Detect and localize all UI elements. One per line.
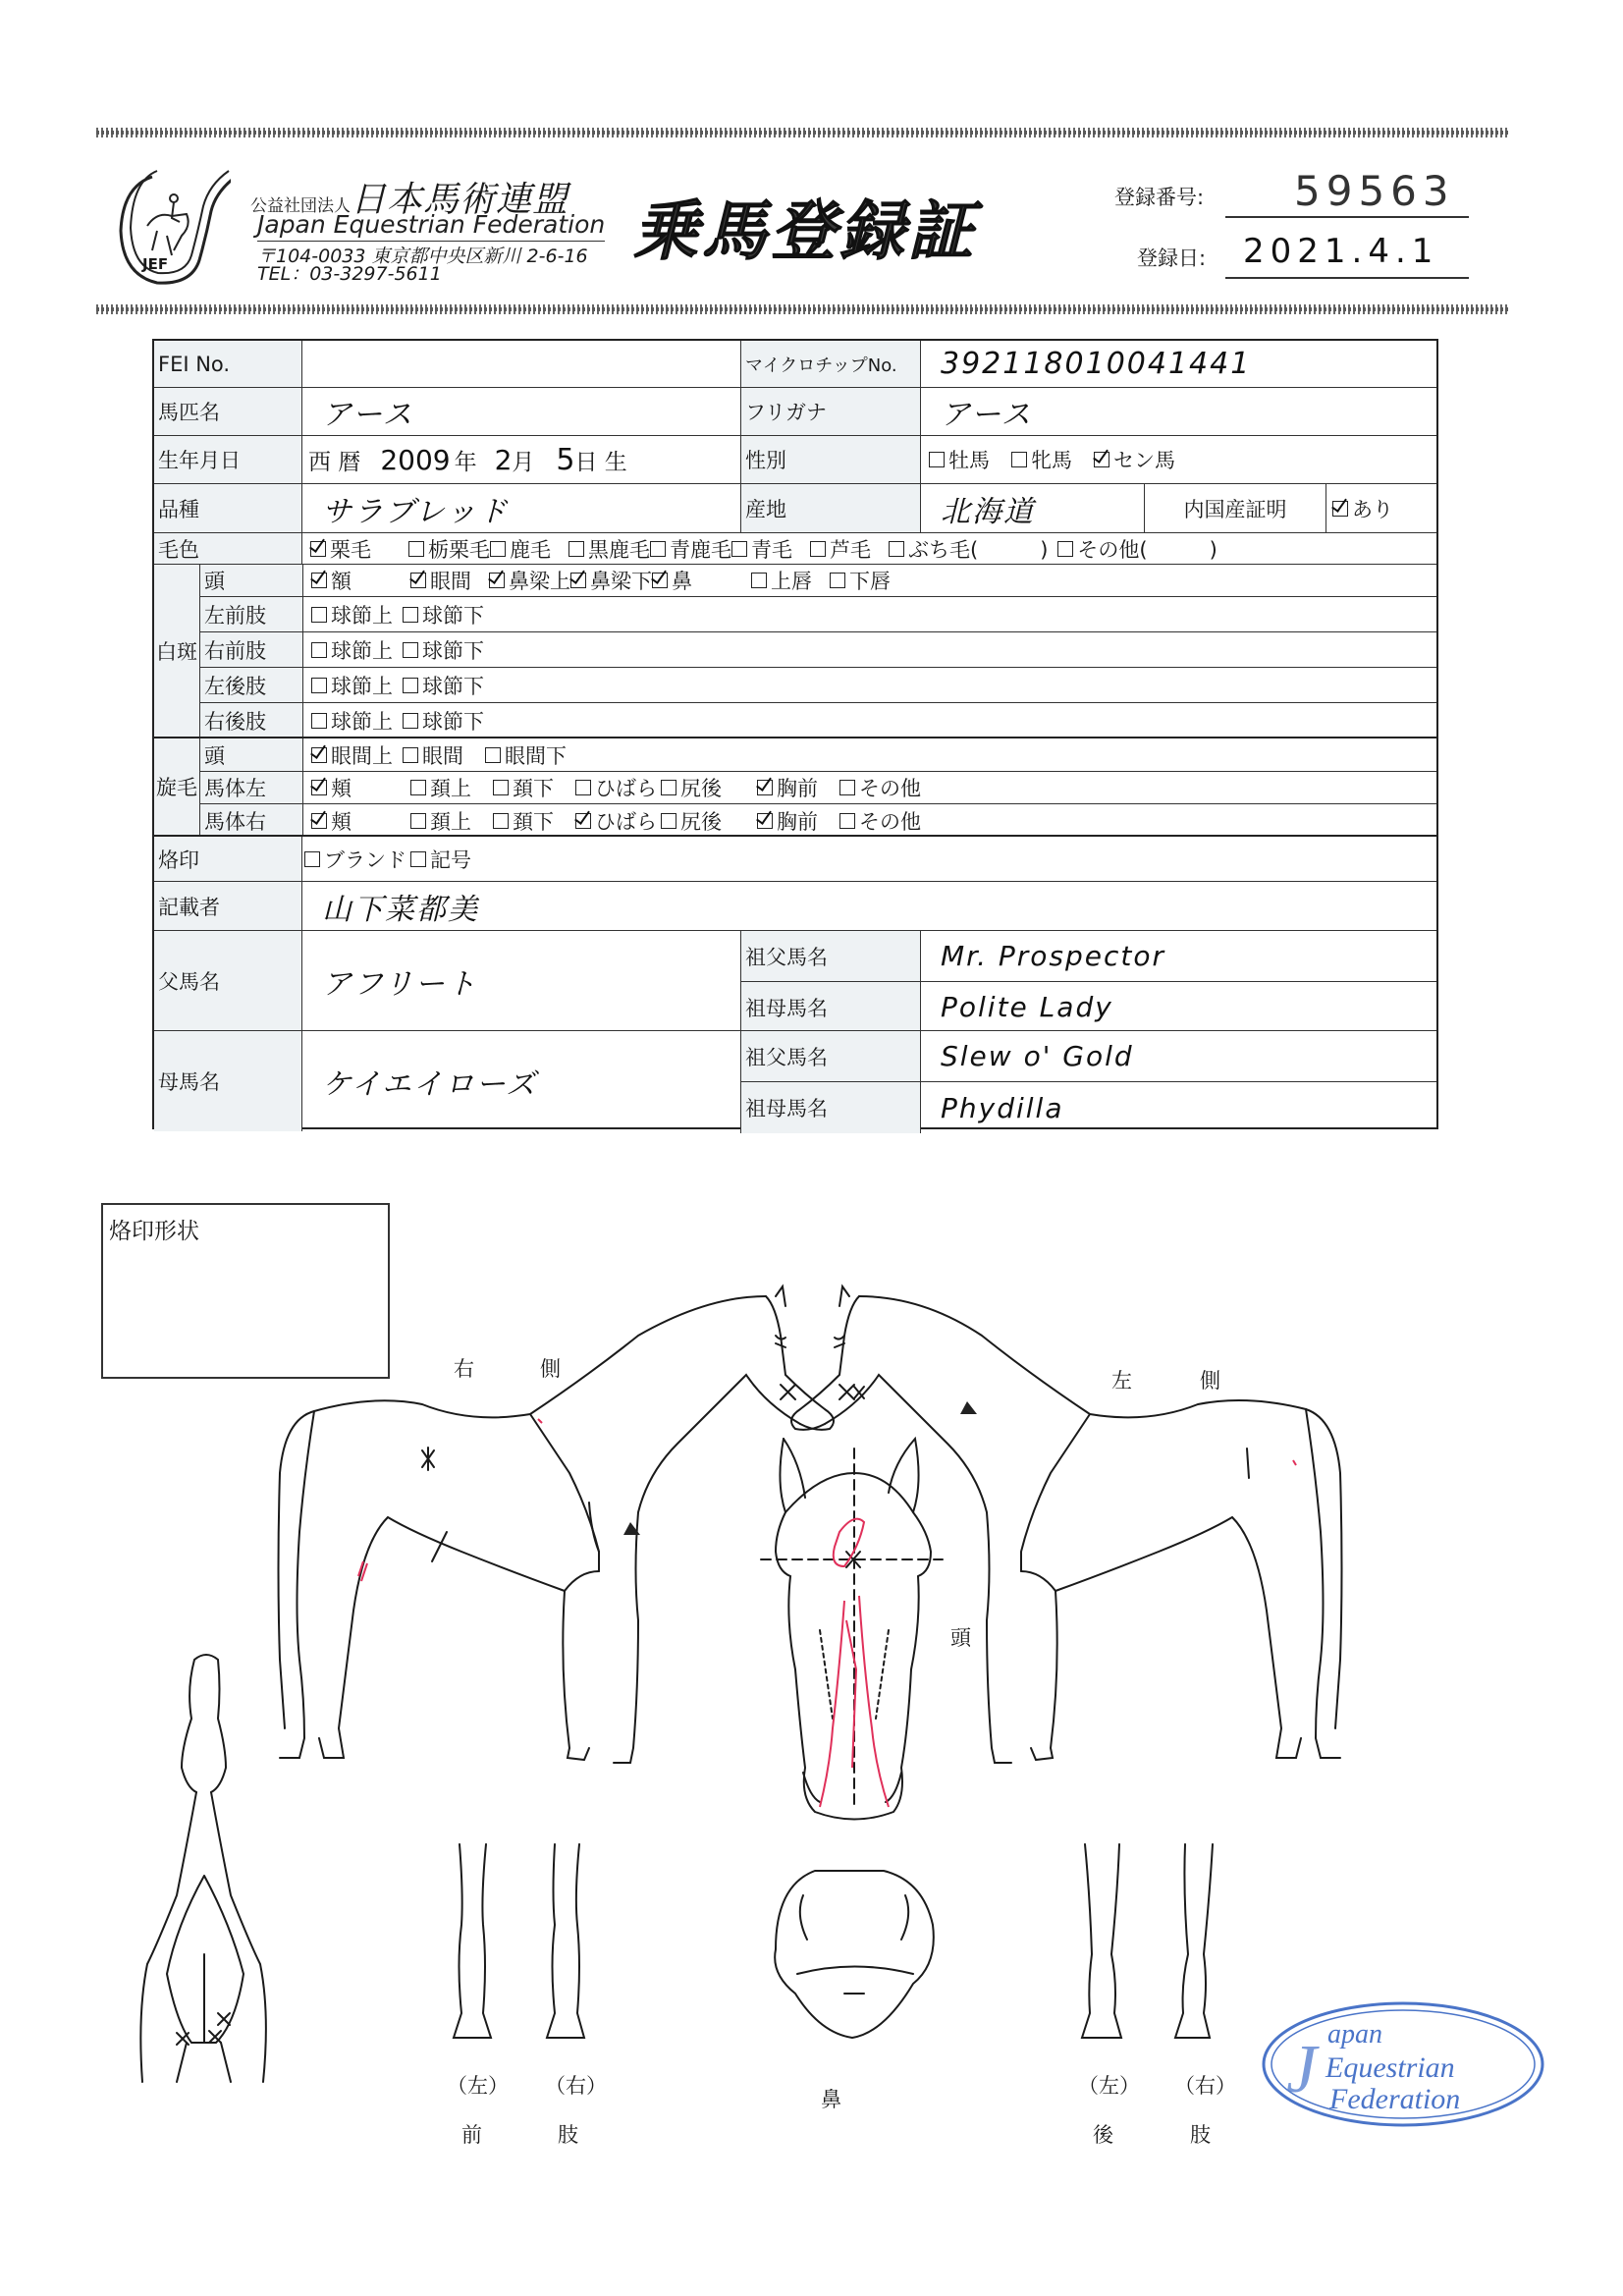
white-marking-row-head [200, 565, 1436, 596]
foreleg-left-label: （左） [447, 2074, 509, 2098]
part-options [302, 703, 1436, 738]
checkbox[interactable] [889, 541, 904, 557]
row-dam [154, 1030, 1436, 1131]
sire-value: アフリート [301, 931, 740, 1030]
org-name-jp: 日本馬術連盟 [351, 180, 569, 220]
head-label: 頭 [950, 1626, 971, 1650]
granddam-value: Phydilla [920, 1082, 1436, 1133]
checkbox-checked[interactable] [311, 780, 327, 795]
checkbox[interactable] [751, 573, 767, 588]
grandsire-label: 祖父馬名 [740, 931, 920, 981]
part-label: 左後肢 [200, 668, 302, 702]
brand-option[interactable]: 記号 [410, 845, 471, 874]
foreleg-caption-2: 肢 [558, 2123, 578, 2147]
registration-date-field [1225, 228, 1469, 279]
checkbox[interactable] [1011, 452, 1027, 467]
whorl-option[interactable]: 頚上 [410, 773, 471, 802]
whorl-row-head [200, 738, 1436, 771]
brand-shape-label: 烙印形状 [109, 1219, 199, 1244]
row-horse-name [154, 387, 1436, 435]
dam-grandsire [740, 1031, 1436, 1081]
whorl-option[interactable]: 頬 [311, 806, 352, 836]
org-name-en: Japan Equestrian Federation [257, 210, 605, 242]
checkbox[interactable] [575, 780, 591, 795]
stamp-line-3: Federation [1329, 2083, 1461, 2115]
checkbox[interactable] [490, 541, 506, 557]
coat-option[interactable]: ぶち毛( ) [889, 534, 1048, 564]
whorls-label: 旋毛 [154, 738, 199, 835]
hindleg-caption-1: 後 [1093, 2123, 1113, 2147]
coat-option[interactable]: 芦毛 [810, 534, 871, 564]
domestic-cert-label: 内国産証明 [1144, 484, 1325, 532]
marking-option[interactable]: 球節上 [311, 635, 393, 665]
hindleg-caption-2: 肢 [1190, 2123, 1211, 2147]
marking-option[interactable]: 鼻 [652, 566, 692, 595]
dam-granddam [740, 1081, 1436, 1133]
breed-value: サラブレッド [301, 484, 740, 532]
horse-right-side-icon [279, 1286, 835, 1763]
registration-number-field [1225, 165, 1469, 218]
microchip-value: 392118010041441 [920, 341, 1436, 387]
breed-label: 品種 [154, 484, 301, 532]
marking-option[interactable]: 球節下 [403, 600, 484, 629]
right-side-label-1: 右 [454, 1357, 474, 1381]
sex-option-gelding[interactable]: セン馬 [1094, 445, 1175, 474]
row-breed [154, 483, 1436, 532]
brand-label: 烙印 [154, 837, 301, 881]
checkbox[interactable] [485, 747, 501, 763]
whorl-row-body-left [200, 771, 1436, 803]
part-options [302, 632, 1436, 667]
part-label: 馬体右 [200, 804, 302, 837]
marking-option[interactable]: 上唇 [751, 566, 812, 595]
row-recorder [154, 881, 1436, 930]
whorl-option[interactable]: 頬 [311, 773, 352, 802]
hindlegs-rear-icon [1082, 1844, 1213, 2038]
left-side-label-1: 左 [1111, 1369, 1132, 1393]
org-tel: TEL：03-3297-5611 [257, 263, 442, 285]
part-options [302, 772, 1436, 803]
coat-option[interactable]: 栃栗毛 [408, 534, 490, 564]
whorl-option[interactable]: 眼間 [403, 740, 463, 770]
checkbox[interactable] [661, 780, 676, 795]
checkbox[interactable] [403, 747, 418, 763]
birth-year-unit: 年 [454, 449, 477, 475]
sire-granddam [740, 981, 1436, 1032]
granddam-label: 祖母馬名 [740, 982, 920, 1032]
checkbox[interactable] [929, 452, 945, 467]
horse-name-value: アース [301, 388, 740, 435]
stamp-line-2: Equestrian [1325, 2051, 1455, 2084]
checkbox-checked[interactable] [311, 573, 327, 588]
granddam-value: Polite Lady [920, 982, 1436, 1032]
origin-label: 産地 [740, 484, 920, 532]
horse-left-side-icon [791, 1286, 1342, 1763]
marking-option[interactable]: 鼻梁上 [489, 566, 570, 595]
dam-label: 母馬名 [154, 1031, 301, 1131]
granddam-label: 祖母馬名 [740, 1082, 920, 1133]
checkbox[interactable] [410, 851, 426, 867]
checkbox-checked[interactable] [575, 813, 591, 829]
nose-view-icon [775, 1871, 934, 2038]
hindleg-right-label: （右） [1174, 2074, 1236, 2098]
birth-day-unit: 日 生 [574, 449, 627, 475]
birth-era: 西 暦 [308, 449, 361, 475]
coat-color-label: 毛色 [154, 533, 301, 564]
foreleg-caption-1: 前 [461, 2123, 482, 2147]
checkbox[interactable] [1057, 541, 1073, 557]
fei-value [301, 341, 740, 387]
grandsire-label: 祖父馬名 [740, 1031, 920, 1081]
checkbox-checked[interactable] [570, 573, 586, 588]
white-markings-label: 白斑 [154, 565, 199, 737]
sex-option-mare[interactable]: 牝馬 [1011, 445, 1072, 474]
checkbox[interactable] [410, 780, 426, 795]
right-side-label-2: 側 [540, 1357, 561, 1381]
registration-number-label: 登録番号: [1114, 186, 1205, 209]
marking-option[interactable]: 球節上 [311, 706, 393, 736]
checkbox[interactable] [403, 642, 418, 658]
whorl-option[interactable]: 胸前 [757, 806, 818, 836]
whorl-option[interactable]: 頚下 [493, 773, 554, 802]
whorls-rows [199, 738, 1436, 835]
forelegs-front-icon [454, 1844, 584, 2038]
part-options [302, 565, 1436, 596]
coat-option[interactable]: その他( ) [1057, 534, 1217, 564]
checkbox[interactable] [410, 813, 426, 829]
whorl-option[interactable]: 頚下 [493, 806, 554, 836]
checkbox[interactable] [311, 607, 327, 623]
whorls-block [154, 737, 1436, 835]
checkbox[interactable] [408, 541, 424, 557]
whorl-row-body-right [200, 803, 1436, 837]
marking-option[interactable]: 球節下 [403, 706, 484, 736]
dam-value: ケイエイローズ [301, 1031, 740, 1131]
registration-number: 59563 [1294, 167, 1455, 215]
white-marking-row-left-hindleg [200, 667, 1436, 702]
part-label: 右前肢 [200, 632, 302, 667]
part-label: 左前肢 [200, 597, 302, 631]
checkbox[interactable] [493, 813, 509, 829]
marking-option[interactable]: 球節下 [403, 671, 484, 700]
furigana-value: アース [920, 388, 1436, 435]
fei-label: FEI No. [154, 341, 301, 387]
part-options [302, 597, 1436, 631]
marking-option[interactable]: 球節上 [311, 600, 393, 629]
org-address: 〒104-0033 東京都中央区新川 2-6-16 [257, 246, 588, 267]
whorl-option[interactable]: ひばら [575, 773, 657, 802]
marking-option[interactable]: 眼間 [410, 566, 471, 595]
white-markings-block [154, 564, 1436, 737]
white-marking-row-right-hindleg [200, 702, 1436, 738]
coat-option[interactable]: 栗毛 [310, 534, 371, 564]
coat-option[interactable]: 青鹿毛 [650, 534, 731, 564]
checkbox[interactable] [403, 607, 418, 623]
checkbox[interactable] [568, 541, 584, 557]
marking-option[interactable]: 球節下 [403, 635, 484, 665]
whorl-option[interactable]: 眼間上 [311, 740, 393, 770]
registration-form-table [152, 339, 1438, 1129]
coat-option[interactable]: 鹿毛 [490, 534, 551, 564]
white-marking-row-left-foreleg [200, 596, 1436, 631]
checkbox[interactable] [830, 573, 845, 588]
birth-date-value [301, 436, 740, 483]
row-coat-color [154, 532, 1436, 564]
whorl-option[interactable]: 眼間下 [485, 740, 567, 770]
sex-option-stallion[interactable]: 牡馬 [929, 445, 990, 474]
whorl-option[interactable]: 尻後 [661, 806, 722, 836]
registration-date: 2021.4.1 [1243, 232, 1439, 271]
document-title: 乗馬登録証 [633, 193, 977, 269]
org-type: 公益社団法人 [250, 196, 351, 216]
nose-label: 鼻 [821, 2088, 841, 2111]
horse-rear-view-icon [140, 1655, 266, 2082]
svg-text:J: J [1286, 2032, 1318, 2107]
checkbox-checked[interactable] [311, 747, 327, 763]
recorder-label: 記載者 [154, 882, 301, 930]
grandsire-value: Slew o' Gold [920, 1031, 1436, 1081]
checkbox[interactable] [731, 541, 747, 557]
marking-option[interactable]: 鼻梁下 [570, 566, 652, 595]
part-options [302, 804, 1436, 837]
horse-name-label: 馬匹名 [154, 388, 301, 435]
checkbox-checked[interactable] [652, 573, 668, 588]
marking-option[interactable]: 球節上 [311, 671, 393, 700]
part-label: 頭 [200, 565, 302, 596]
coat-option[interactable]: 黒鹿毛 [568, 534, 650, 564]
checkbox[interactable] [311, 678, 327, 693]
checkbox-checked[interactable] [1094, 452, 1109, 467]
hindleg-left-label: （左） [1078, 2074, 1140, 2098]
microchip-label: マイクロチップNo. [740, 341, 920, 387]
stamp-line-1: apan [1327, 2019, 1382, 2050]
jef-stamp-icon [1259, 1998, 1548, 2131]
checkbox[interactable] [650, 541, 666, 557]
grandsire-value: Mr. Prospector [920, 931, 1436, 981]
brand-options [301, 837, 1436, 881]
checkbox-checked[interactable] [410, 573, 426, 588]
white-markings-rows [199, 565, 1436, 737]
recorder-value: 山下菜都美 [301, 882, 1436, 930]
birth-year: 2009 [380, 443, 451, 476]
part-label: 頭 [200, 738, 302, 771]
birth-date-label: 生年月日 [154, 436, 301, 483]
row-birth-date [154, 435, 1436, 483]
checkbox[interactable] [661, 813, 676, 829]
decorative-border-bottom [96, 304, 1510, 314]
checkbox-checked[interactable] [1332, 501, 1348, 517]
furigana-label: フリガナ [740, 388, 920, 435]
domestic-cert-option[interactable]: あり [1325, 484, 1436, 532]
part-label: 馬体左 [200, 772, 302, 803]
foreleg-right-label: （右） [545, 2074, 607, 2098]
birth-month: 2 [494, 443, 513, 476]
whorl-option[interactable]: 頚上 [410, 806, 471, 836]
red-markings [358, 1419, 1296, 1807]
origin-value: 北海道 [920, 484, 1144, 532]
birth-month-unit: 月 [512, 449, 535, 475]
row-sire [154, 930, 1436, 1030]
checkbox-checked[interactable] [310, 541, 326, 557]
part-label: 右後肢 [200, 703, 302, 738]
whorl-option[interactable]: その他 [839, 806, 921, 836]
brand-option[interactable]: ブランド [304, 845, 406, 874]
row-fei [154, 341, 1436, 387]
sire-grandsire [740, 931, 1436, 981]
sire-label: 父馬名 [154, 931, 301, 1030]
checkbox[interactable] [810, 541, 826, 557]
birth-day: 5 [556, 442, 575, 477]
checkbox[interactable] [403, 678, 418, 693]
checkbox[interactable] [493, 780, 509, 795]
part-options [302, 738, 1436, 771]
registration-date-label: 登録日: [1137, 246, 1207, 270]
coat-color-options [301, 533, 1436, 564]
checkbox[interactable] [403, 713, 418, 729]
checkbox-checked[interactable] [489, 573, 505, 588]
checkbox[interactable] [304, 851, 320, 867]
checkbox[interactable] [839, 780, 855, 795]
coat-option[interactable]: 青毛 [731, 534, 792, 564]
whorl-option[interactable]: 胸前 [757, 773, 818, 802]
jef-logo [113, 157, 231, 290]
marking-option[interactable]: 下唇 [830, 566, 891, 595]
whorl-option[interactable]: ひばら [575, 806, 657, 836]
checkbox[interactable] [311, 713, 327, 729]
checkbox[interactable] [839, 813, 855, 829]
whorl-option[interactable]: 尻後 [661, 773, 722, 802]
checkbox-checked[interactable] [757, 813, 773, 829]
sex-options [920, 436, 1436, 483]
checkbox-checked[interactable] [311, 813, 327, 829]
left-side-label-2: 側 [1200, 1369, 1220, 1393]
decorative-border-top [96, 128, 1510, 137]
logo-abbrev: JEF [142, 255, 169, 273]
row-brand [154, 835, 1436, 881]
part-options [302, 668, 1436, 702]
marking-option[interactable]: 額 [311, 566, 352, 595]
saddle-rider-logo-icon [113, 157, 231, 290]
sex-label: 性別 [740, 436, 920, 483]
checkbox[interactable] [311, 642, 327, 658]
checkbox-checked[interactable] [757, 780, 773, 795]
white-marking-row-right-foreleg [200, 631, 1436, 667]
whorl-option[interactable]: その他 [839, 773, 921, 802]
